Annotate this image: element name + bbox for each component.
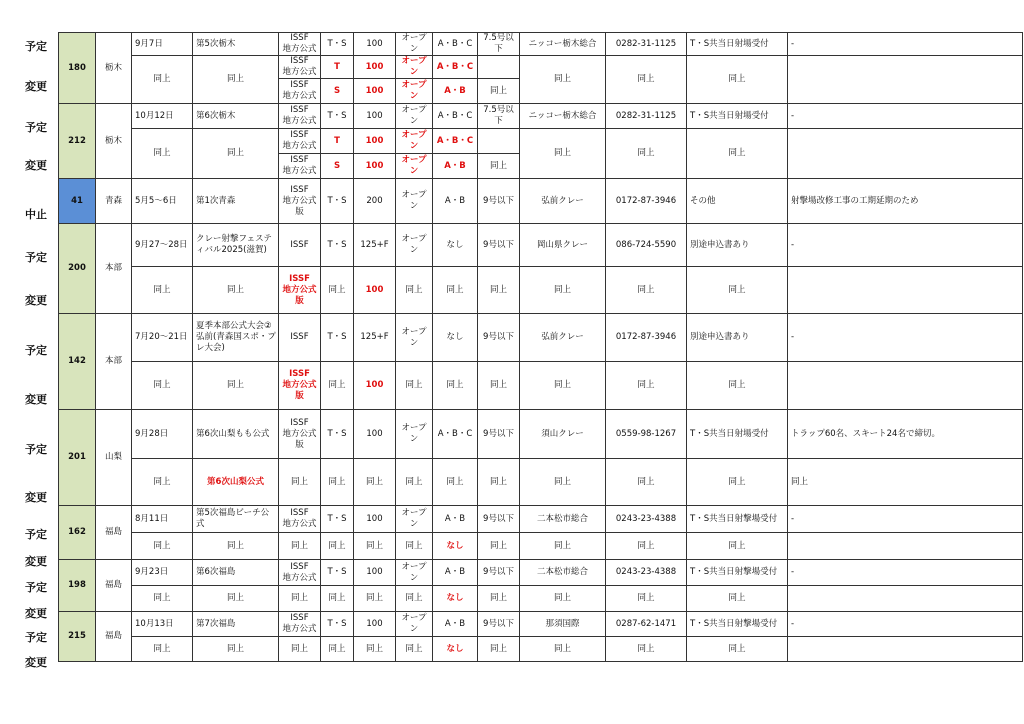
- note: -: [788, 506, 1023, 533]
- targets: 125+F: [354, 224, 396, 267]
- event-type: T: [321, 56, 354, 79]
- class: オープン: [396, 179, 433, 224]
- targets: 100: [354, 362, 396, 410]
- event-name: 第7次福島: [193, 612, 279, 637]
- kind: ISSF 地方公式 版: [279, 410, 321, 459]
- note: [788, 362, 1023, 410]
- venue: ニッコー栃木総合: [520, 104, 606, 129]
- event-number: 201: [59, 410, 96, 506]
- status-label: 予定: [25, 631, 47, 644]
- event-name: クレー射撃フェスティバル2025(滋賀): [193, 224, 279, 267]
- class: オープン: [396, 506, 433, 533]
- event-type: 同上: [321, 586, 354, 612]
- region: 福島: [96, 506, 132, 560]
- class: オープン: [396, 129, 433, 154]
- event-number: 198: [59, 560, 96, 612]
- date: 同上: [132, 459, 193, 506]
- division: A・B・C: [433, 129, 478, 154]
- region: 栃木: [96, 33, 132, 104]
- shot-size: 9号以下: [478, 560, 520, 586]
- targets: 100: [354, 154, 396, 179]
- event-type: T・S: [321, 314, 354, 362]
- phone: 0243-23-4388: [606, 506, 687, 533]
- date: 7月20～21日: [132, 314, 193, 362]
- division: A・B: [433, 506, 478, 533]
- targets: 同上: [354, 533, 396, 560]
- event-name: 同上: [193, 267, 279, 314]
- class: 同上: [396, 586, 433, 612]
- kind: ISSF 地方公式 版: [279, 267, 321, 314]
- event-name: 同上: [193, 637, 279, 662]
- table-row: [59, 129, 1023, 154]
- venue: 同上: [520, 533, 606, 560]
- phone: 0282-31-1125: [606, 33, 687, 56]
- status-label: 予定: [25, 443, 47, 456]
- class: オープン: [396, 560, 433, 586]
- event-name: 同上: [193, 56, 279, 104]
- date: 9月7日: [132, 33, 193, 56]
- shot-size: 7.5号以下: [478, 104, 520, 129]
- note: -: [788, 104, 1023, 129]
- event-name: 第5次福島ビーチ公式: [193, 506, 279, 533]
- date: 9月28日: [132, 410, 193, 459]
- note: 射撃場改修工事の工期延期のため: [788, 179, 1023, 224]
- note: [788, 586, 1023, 612]
- class: オープン: [396, 33, 433, 56]
- kind: ISSF 地方公式: [279, 560, 321, 586]
- reception: T・S共当日射撃場受付: [687, 506, 788, 533]
- class: オープン: [396, 612, 433, 637]
- event-type: T・S: [321, 179, 354, 224]
- event-type: T・S: [321, 612, 354, 637]
- venue: 那須国際: [520, 612, 606, 637]
- table-row: [59, 362, 1023, 410]
- note: [788, 267, 1023, 314]
- table-row: [59, 637, 1023, 662]
- class: 同上: [396, 533, 433, 560]
- division: 同上: [433, 267, 478, 314]
- division: 同上: [433, 459, 478, 506]
- date: 同上: [132, 129, 193, 179]
- venue: 岡山県クレー: [520, 224, 606, 267]
- table-row: [59, 459, 1023, 506]
- phone: 0287-62-1471: [606, 612, 687, 637]
- reception: T・S共当日射撃場受付: [687, 612, 788, 637]
- reception: 同上: [687, 267, 788, 314]
- event-number: 200: [59, 224, 96, 314]
- class: オープン: [396, 410, 433, 459]
- event-type: 同上: [321, 362, 354, 410]
- division: 同上: [433, 362, 478, 410]
- targets: 100: [354, 560, 396, 586]
- venue: 同上: [520, 459, 606, 506]
- shot-size: [478, 56, 520, 79]
- note: [788, 533, 1023, 560]
- note: -: [788, 560, 1023, 586]
- status-label: 変更: [25, 656, 47, 669]
- targets: 100: [354, 612, 396, 637]
- region: 山梨: [96, 410, 132, 506]
- event-name: 第6次山梨もも公式: [193, 410, 279, 459]
- targets: 100: [354, 129, 396, 154]
- division: A・B: [433, 560, 478, 586]
- event-name: 同上: [193, 129, 279, 179]
- event-name: 同上: [193, 362, 279, 410]
- status-label: 予定: [25, 251, 47, 264]
- status-label: 予定: [25, 344, 47, 357]
- event-name: 同上: [193, 586, 279, 612]
- targets: 200: [354, 179, 396, 224]
- event-number: 215: [59, 612, 96, 662]
- kind: 同上: [279, 533, 321, 560]
- note: トラップ60名、スキート24名で締切。: [788, 410, 1023, 459]
- class: 同上: [396, 637, 433, 662]
- division: A・B・C: [433, 33, 478, 56]
- event-type: 同上: [321, 637, 354, 662]
- note: -: [788, 314, 1023, 362]
- date: 8月11日: [132, 506, 193, 533]
- shot-size: 9号以下: [478, 506, 520, 533]
- reception: 同上: [687, 56, 788, 104]
- table-row: [59, 612, 1023, 637]
- shot-size: 7.5号以下: [478, 33, 520, 56]
- class: 同上: [396, 459, 433, 506]
- kind: ISSF 地方公式: [279, 56, 321, 79]
- table-row: [59, 506, 1023, 533]
- venue: 同上: [520, 586, 606, 612]
- venue: 弘前クレー: [520, 179, 606, 224]
- note: -: [788, 224, 1023, 267]
- status-label: 予定: [25, 581, 47, 594]
- targets: 同上: [354, 637, 396, 662]
- table-row: [59, 533, 1023, 560]
- venue: 同上: [520, 267, 606, 314]
- venue: 同上: [520, 129, 606, 179]
- phone: 0172-87-3946: [606, 314, 687, 362]
- shot-size: [478, 129, 520, 154]
- date: 同上: [132, 533, 193, 560]
- venue: 二本松市総合: [520, 506, 606, 533]
- date: 同上: [132, 56, 193, 104]
- phone: 同上: [606, 586, 687, 612]
- division: A・B・C: [433, 56, 478, 79]
- note: 同上: [788, 459, 1023, 506]
- reception: T・S共当日射撃場受付: [687, 560, 788, 586]
- date: 同上: [132, 362, 193, 410]
- event-type: T・S: [321, 224, 354, 267]
- class: オープン: [396, 154, 433, 179]
- kind: ISSF 地方公式: [279, 79, 321, 104]
- event-name: 同上: [193, 533, 279, 560]
- reception: 別途申込書あり: [687, 224, 788, 267]
- reception: 同上: [687, 586, 788, 612]
- reception: 同上: [687, 637, 788, 662]
- date: 10月13日: [132, 612, 193, 637]
- event-type: 同上: [321, 533, 354, 560]
- venue: 同上: [520, 637, 606, 662]
- status-label: 変更: [25, 159, 47, 172]
- phone: 同上: [606, 56, 687, 104]
- phone: 同上: [606, 459, 687, 506]
- event-type: 同上: [321, 459, 354, 506]
- table-row: [59, 410, 1023, 459]
- targets: 同上: [354, 586, 396, 612]
- division: なし: [433, 224, 478, 267]
- venue: ニッコー栃木総合: [520, 33, 606, 56]
- division: なし: [433, 533, 478, 560]
- date: 9月23日: [132, 560, 193, 586]
- status-label: 変更: [25, 294, 47, 307]
- shot-size: 9号以下: [478, 179, 520, 224]
- phone: 0282-31-1125: [606, 104, 687, 129]
- venue: 須山クレー: [520, 410, 606, 459]
- event-name: 第5次栃木: [193, 33, 279, 56]
- event-type: T・S: [321, 33, 354, 56]
- phone: 同上: [606, 129, 687, 179]
- phone: 同上: [606, 267, 687, 314]
- reception: 同上: [687, 362, 788, 410]
- event-name: 夏季本部公式大会② 弘前(青森国スポ・プレ大会): [193, 314, 279, 362]
- kind: 同上: [279, 459, 321, 506]
- division: A・B: [433, 179, 478, 224]
- reception: その他: [687, 179, 788, 224]
- venue: 同上: [520, 362, 606, 410]
- division: A・B・C: [433, 410, 478, 459]
- event-type: T・S: [321, 410, 354, 459]
- targets: 125+F: [354, 314, 396, 362]
- phone: 同上: [606, 637, 687, 662]
- note: -: [788, 33, 1023, 56]
- status-label: 変更: [25, 80, 47, 93]
- reception: T・S共当日射場受付: [687, 33, 788, 56]
- table-row: [59, 314, 1023, 362]
- note: [788, 637, 1023, 662]
- region: 青森: [96, 179, 132, 224]
- kind: 同上: [279, 637, 321, 662]
- date: 5月5～6日: [132, 179, 193, 224]
- class: オープン: [396, 56, 433, 79]
- shot-size: 9号以下: [478, 410, 520, 459]
- shot-size: 同上: [478, 586, 520, 612]
- event-name: 第6次山梨公式: [193, 459, 279, 506]
- event-name: 第6次福島: [193, 560, 279, 586]
- table-row: [59, 267, 1023, 314]
- event-type: T・S: [321, 560, 354, 586]
- kind: ISSF 地方公式 版: [279, 362, 321, 410]
- date: 10月12日: [132, 104, 193, 129]
- targets: 100: [354, 410, 396, 459]
- note: [788, 56, 1023, 104]
- status-label: 予定: [25, 40, 47, 53]
- shot-size: 9号以下: [478, 314, 520, 362]
- table-row: [59, 33, 1023, 56]
- targets: 100: [354, 267, 396, 314]
- status-label: 予定: [25, 121, 47, 134]
- table-row: [59, 224, 1023, 267]
- phone: 同上: [606, 533, 687, 560]
- targets: 100: [354, 79, 396, 104]
- phone: 0559-98-1267: [606, 410, 687, 459]
- event-number: 41: [59, 179, 96, 224]
- division: A・B: [433, 612, 478, 637]
- date: 同上: [132, 267, 193, 314]
- table-row: [59, 56, 1023, 79]
- class: 同上: [396, 267, 433, 314]
- event-type: S: [321, 79, 354, 104]
- reception: 同上: [687, 129, 788, 179]
- kind: ISSF: [279, 224, 321, 267]
- venue: 弘前クレー: [520, 314, 606, 362]
- note: -: [788, 612, 1023, 637]
- reception: 別途申込書あり: [687, 314, 788, 362]
- table-row: [59, 586, 1023, 612]
- class: オープン: [396, 104, 433, 129]
- kind: ISSF 地方公式: [279, 104, 321, 129]
- kind: ISSF 地方公式: [279, 154, 321, 179]
- event-type: T・S: [321, 506, 354, 533]
- region: 本部: [96, 314, 132, 410]
- status-label: 変更: [25, 555, 47, 568]
- targets: 100: [354, 104, 396, 129]
- reception: T・S共当日射場受付: [687, 104, 788, 129]
- event-type: 同上: [321, 267, 354, 314]
- date: 同上: [132, 586, 193, 612]
- division: A・B・C: [433, 104, 478, 129]
- shot-size: 同上: [478, 154, 520, 179]
- class: オープン: [396, 224, 433, 267]
- division: A・B: [433, 79, 478, 104]
- table-row: [59, 104, 1023, 129]
- kind: ISSF 地方公式: [279, 33, 321, 56]
- class: オープン: [396, 314, 433, 362]
- event-type: T・S: [321, 104, 354, 129]
- targets: 100: [354, 56, 396, 79]
- shot-size: 同上: [478, 533, 520, 560]
- phone: 0172-87-3946: [606, 179, 687, 224]
- reception: 同上: [687, 459, 788, 506]
- table-row: [59, 179, 1023, 224]
- event-type: T: [321, 129, 354, 154]
- shot-size: 9号以下: [478, 224, 520, 267]
- shot-size: 同上: [478, 79, 520, 104]
- event-number: 212: [59, 104, 96, 179]
- event-number: 142: [59, 314, 96, 410]
- kind: ISSF 地方公式: [279, 506, 321, 533]
- kind: 同上: [279, 586, 321, 612]
- status-label: 予定: [25, 528, 47, 541]
- targets: 同上: [354, 459, 396, 506]
- region: 福島: [96, 560, 132, 612]
- phone: 0243-23-4388: [606, 560, 687, 586]
- shot-size: 同上: [478, 267, 520, 314]
- region: 栃木: [96, 104, 132, 179]
- event-number: 162: [59, 506, 96, 560]
- kind: ISSF 地方公式: [279, 612, 321, 637]
- status-label: 変更: [25, 607, 47, 620]
- event-number: 180: [59, 33, 96, 104]
- reception: T・S共当日射場受付: [687, 410, 788, 459]
- targets: 100: [354, 33, 396, 56]
- division: なし: [433, 586, 478, 612]
- region: 本部: [96, 224, 132, 314]
- phone: 086-724-5590: [606, 224, 687, 267]
- status-label: 中止: [25, 208, 47, 221]
- division: なし: [433, 314, 478, 362]
- kind: ISSF: [279, 314, 321, 362]
- date: 9月27～28日: [132, 224, 193, 267]
- shot-size: 同上: [478, 637, 520, 662]
- venue: 同上: [520, 56, 606, 104]
- kind: ISSF 地方公式: [279, 129, 321, 154]
- kind: ISSF 地方公式 版: [279, 179, 321, 224]
- event-type: S: [321, 154, 354, 179]
- schedule-table: [58, 32, 1023, 662]
- table-row: [59, 560, 1023, 586]
- venue: 二本松市総合: [520, 560, 606, 586]
- shot-size: 9号以下: [478, 612, 520, 637]
- note: [788, 129, 1023, 179]
- targets: 100: [354, 506, 396, 533]
- class: オープン: [396, 79, 433, 104]
- division: A・B: [433, 154, 478, 179]
- class: 同上: [396, 362, 433, 410]
- division: なし: [433, 637, 478, 662]
- date: 同上: [132, 637, 193, 662]
- status-label: 変更: [25, 491, 47, 504]
- event-name: 第1次青森: [193, 179, 279, 224]
- region: 福島: [96, 612, 132, 662]
- phone: 同上: [606, 362, 687, 410]
- status-label: 変更: [25, 393, 47, 406]
- shot-size: 同上: [478, 459, 520, 506]
- shot-size: 同上: [478, 362, 520, 410]
- event-name: 第6次栃木: [193, 104, 279, 129]
- reception: 同上: [687, 533, 788, 560]
